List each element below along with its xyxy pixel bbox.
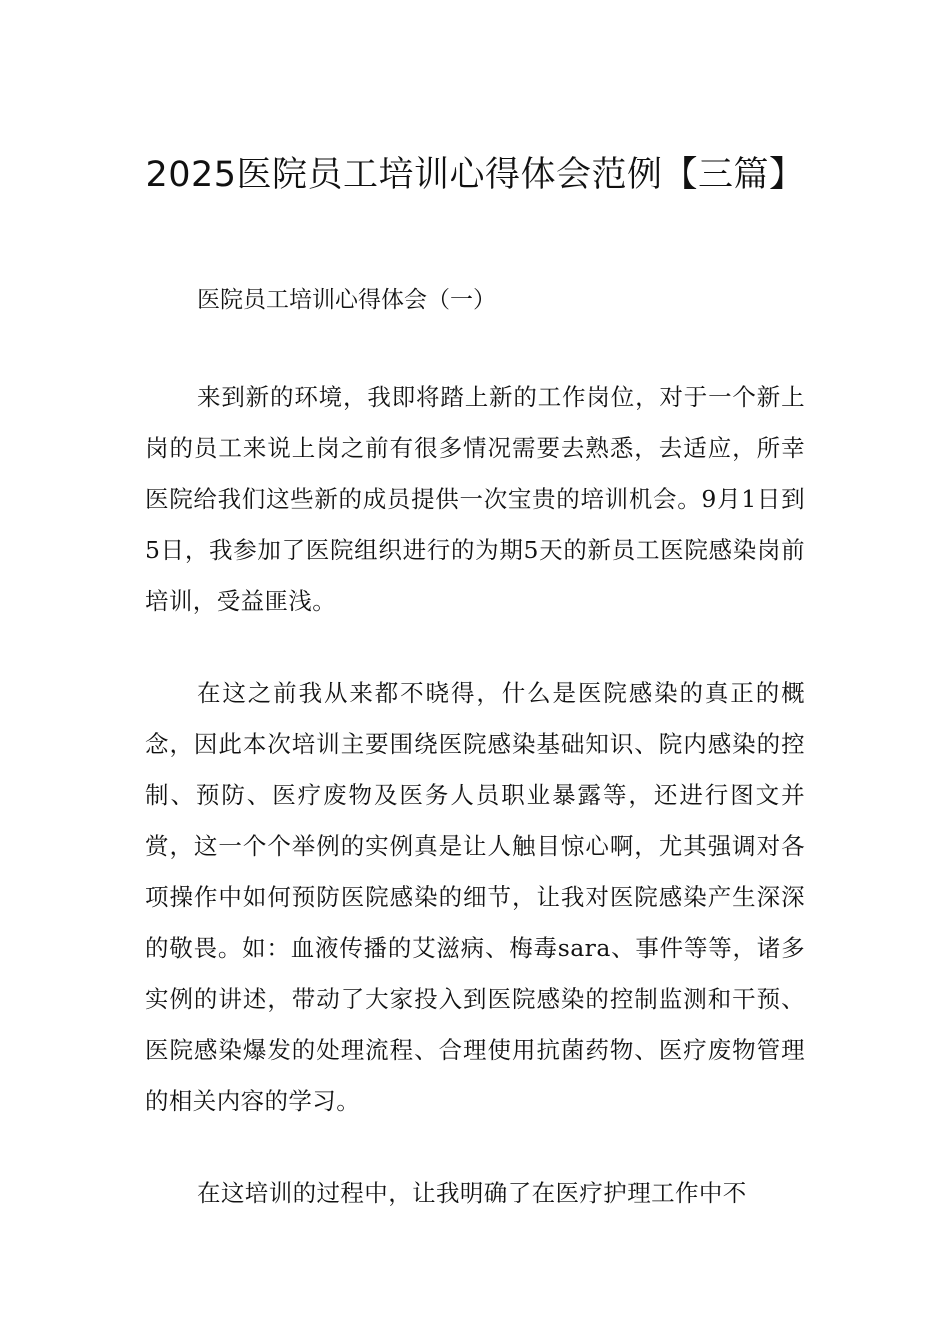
section-subtitle: 医院员工培训心得体会（一） xyxy=(197,287,496,313)
paragraph-1: 来到新的环境，我即将踏上新的工作岗位，对于一个新上岗的员工来说上岗之前有很多情况需要去熟悉，去适应，所幸医院给我们这些新的成员提供一次宝贵的培训机会。9月1日到5日，我参加了医院组织进行的为期5天的新员工医院感染岗前培训，受益匪浅。 xyxy=(145,383,805,615)
paragraph-2: 在这之前我从来都不晓得，什么是医院感染的真正的概念，因此本次培训主要围绕医院感染基础知识、院内感染的控制、预防、医疗废物及医务人员职业暴露等，还进行图文并赏，这一个个举例的实例真是让人触目惊心啊，尤其强调对各项操作中如何预防医院感染的细节，让我对医院感染产生深深的敬畏。如：血液传播的艾滋病、梅毒sara、事件等等，诸多实例的讲述，带动了大家投入到医院感染的控制监测和干预、医院感染爆发的处理流程、合理使用抗菌药物、医疗废物管理的相关内容的学习。 xyxy=(145,679,805,1115)
document-title: 2025医院员工培训心得体会范例【三篇】 xyxy=(145,155,805,195)
paragraph-3: 在这培训的过程中，让我明确了在医疗护理工作中不 xyxy=(197,1179,747,1207)
